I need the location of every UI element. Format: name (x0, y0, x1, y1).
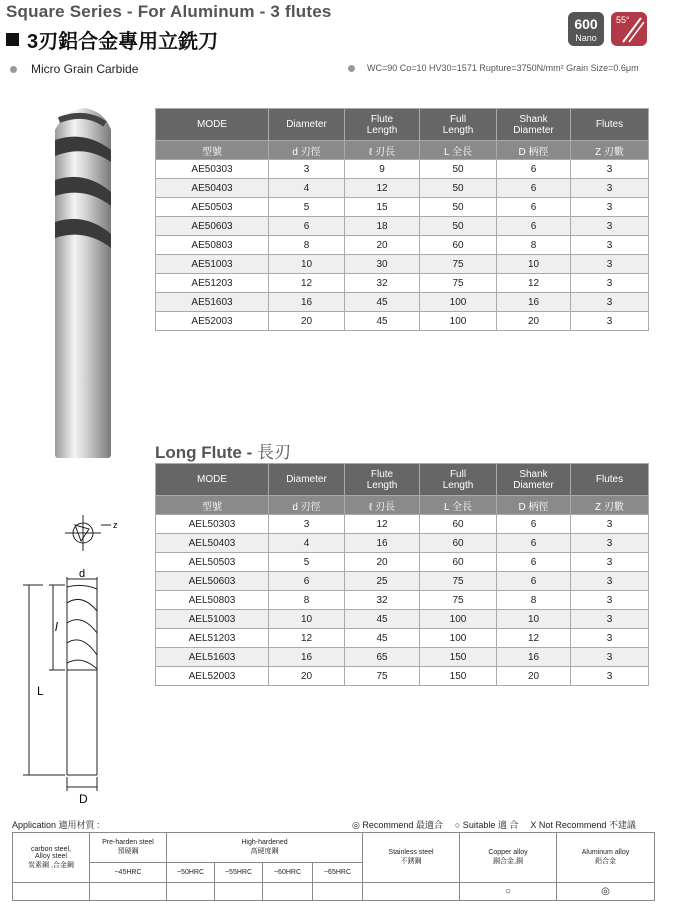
table-cell: 10 (269, 255, 345, 274)
table-row (156, 610, 649, 629)
table-cell: 60 (420, 236, 497, 255)
standard-spec-table (155, 108, 649, 331)
table-cell: 16 (269, 293, 345, 312)
table-cell: 65 (345, 648, 420, 667)
table-cell: AEL50603 (156, 572, 269, 591)
table-cell: AE50403 (156, 179, 269, 198)
table-cell: AE50503 (156, 198, 269, 217)
helix-angle-icon (611, 12, 647, 46)
table-cell: 6 (497, 534, 571, 553)
table-cell: 3 (571, 553, 649, 572)
table-cell: 3 (571, 160, 649, 179)
table-cell: AEL51003 (156, 610, 269, 629)
app-mark-carbon (13, 883, 90, 901)
table-cell: 10 (497, 610, 571, 629)
table-cell: 18 (345, 217, 420, 236)
table-cell: 3 (571, 648, 649, 667)
col-header-shank-diameter: Shank Diameter (497, 109, 571, 141)
table-row (156, 274, 649, 293)
table-cell: 16 (497, 648, 571, 667)
table-cell: 6 (269, 217, 345, 236)
table-cell: 75 (420, 572, 497, 591)
col-subheader-flutes: Z 刃數 (571, 496, 649, 515)
table-row (156, 217, 649, 236)
col-subheader-flutes: Z 刃數 (571, 141, 649, 160)
table-cell: 5 (269, 553, 345, 572)
col-header-mode: MODE (156, 109, 269, 141)
col-subheader-flute-length: ℓ 刃長 (345, 496, 420, 515)
dimension-drawing (15, 505, 145, 805)
table-cell: AEL50503 (156, 553, 269, 572)
table-cell: 16 (345, 534, 420, 553)
table-cell: 8 (269, 236, 345, 255)
col-header-full-length: Full Length (420, 109, 497, 141)
table-cell: 6 (497, 198, 571, 217)
table-cell: 3 (571, 236, 649, 255)
app-hrc-60: ~60HRC (263, 863, 313, 883)
table-cell: 6 (497, 179, 571, 198)
app-mark-copper: ○ (460, 883, 557, 901)
table-cell: 45 (345, 293, 420, 312)
table-cell: 45 (345, 610, 420, 629)
table-cell: AE50803 (156, 236, 269, 255)
col-subheader-shank-diameter: D 柄徑 (497, 496, 571, 515)
table-row (156, 179, 649, 198)
square-bullet-icon (6, 33, 19, 46)
table-cell: 12 (269, 274, 345, 293)
table-cell: 3 (571, 591, 649, 610)
table-cell: 75 (420, 591, 497, 610)
table-cell: 5 (269, 198, 345, 217)
table-cell: 32 (345, 591, 420, 610)
table-row (156, 591, 649, 610)
app-hrc-45: ~45HRC (90, 863, 167, 883)
bullet-icon (348, 65, 355, 72)
legend-recommend: ◎ Recommend 最適合 (352, 820, 443, 830)
table-cell: 12 (497, 629, 571, 648)
table-cell: 25 (345, 572, 420, 591)
table-cell: 8 (269, 591, 345, 610)
table-cell: 75 (345, 667, 420, 686)
table-cell: 20 (345, 236, 420, 255)
helix-angle-value: 55° (616, 15, 630, 25)
col-subheader-diameter: d 刃徑 (269, 141, 345, 160)
hardness-badge (568, 12, 604, 46)
end-mill-image (45, 100, 125, 460)
table-cell: 50 (420, 179, 497, 198)
table-cell: 3 (571, 179, 649, 198)
table-cell: 3 (571, 217, 649, 236)
col-subheader-full-length: L 全長 (420, 141, 497, 160)
app-mark-stainless (363, 883, 460, 901)
table-cell: 12 (497, 274, 571, 293)
table-cell: 150 (420, 667, 497, 686)
table-row (156, 553, 649, 572)
app-col-copper: Copper alloy 銅合金,銅 (460, 833, 557, 883)
app-col-stainless: Stainless steel 不銹鋼 (363, 833, 460, 883)
table-cell: 3 (571, 534, 649, 553)
table-row (156, 648, 649, 667)
table-cell: 16 (269, 648, 345, 667)
table-cell: 8 (497, 236, 571, 255)
table-cell: 60 (420, 515, 497, 534)
app-mark-50 (167, 883, 215, 901)
table-cell: 60 (420, 553, 497, 572)
table-cell: 4 (269, 179, 345, 198)
table-cell: 150 (420, 648, 497, 667)
spec-text: WC=90 Co=10 HV30=1571 Rupture=3750N/mm² Grain Size=0.6μm (367, 63, 639, 73)
table-cell: AE51203 (156, 274, 269, 293)
series-title: Square Series - For Aluminum - 3 flutes (6, 2, 332, 21)
material-text: Micro Grain Carbide (31, 62, 139, 76)
table-cell: AEL50403 (156, 534, 269, 553)
table-cell: 3 (269, 515, 345, 534)
col-header-flutes: Flutes (571, 464, 649, 496)
col-header-flute-length: Flute Length (345, 109, 420, 141)
table-header-row (156, 464, 649, 496)
app-mark-55 (215, 883, 263, 901)
dim-label-D: D (79, 792, 88, 805)
coating-label: Nano (575, 33, 597, 43)
table-cell: 75 (420, 255, 497, 274)
table-row (156, 515, 649, 534)
table-row (156, 293, 649, 312)
table-cell: 16 (497, 293, 571, 312)
table-cell: 10 (497, 255, 571, 274)
table-cell: 3 (571, 198, 649, 217)
col-header-diameter: Diameter (269, 109, 345, 141)
table-cell: 12 (345, 179, 420, 198)
app-mark-60 (263, 883, 313, 901)
page-title (6, 25, 218, 54)
table-header-row (156, 109, 649, 141)
col-header-full-length: Full Length (420, 464, 497, 496)
table-cell: 50 (420, 198, 497, 217)
table-row (156, 160, 649, 179)
col-header-diameter: Diameter (269, 464, 345, 496)
col-header-flutes: Flutes (571, 109, 649, 141)
table-cell: 20 (269, 312, 345, 331)
table-row (156, 629, 649, 648)
table-cell: 3 (571, 255, 649, 274)
table-cell: 4 (269, 534, 345, 553)
app-mark-prehard (90, 883, 167, 901)
table-cell: 3 (571, 274, 649, 293)
spec-row (348, 63, 639, 73)
table-cell: 32 (345, 274, 420, 293)
table-cell: 3 (571, 572, 649, 591)
col-subheader-mode: 型號 (156, 496, 269, 515)
table-cell: 9 (345, 160, 420, 179)
table-row (156, 572, 649, 591)
table-row (156, 236, 649, 255)
table-row (156, 312, 649, 331)
table-cell: 10 (269, 610, 345, 629)
table-cell: 8 (497, 591, 571, 610)
table-cell: 6 (269, 572, 345, 591)
application-legend (352, 818, 636, 831)
table-cell: 100 (420, 293, 497, 312)
application-label: Application 適用材質 : (12, 820, 100, 830)
table-cell: 6 (497, 515, 571, 534)
app-mark-aluminum: ◎ (557, 883, 655, 901)
table-cell: 45 (345, 312, 420, 331)
table-cell: 20 (497, 667, 571, 686)
col-subheader-flute-length: ℓ 刃長 (345, 141, 420, 160)
app-col-carbon: carbon steel, Alloy steel 炭素鋼 ,合金鋼 (13, 833, 90, 883)
table-cell: 50 (420, 217, 497, 236)
helix-angle-badge (611, 12, 647, 46)
table-cell: 6 (497, 160, 571, 179)
col-header-shank-diameter: Shank Diameter (497, 464, 571, 496)
bullet-icon (10, 66, 17, 73)
table-cell: 3 (571, 667, 649, 686)
table-cell: 30 (345, 255, 420, 274)
table-cell: 12 (269, 629, 345, 648)
col-subheader-full-length: L 全長 (420, 496, 497, 515)
dim-label-l: l (55, 620, 58, 634)
app-col-prehard: Pre-harden steel 預硬鋼 (90, 833, 167, 863)
app-mark-65 (313, 883, 363, 901)
table-cell: 100 (420, 312, 497, 331)
table-cell: 45 (345, 629, 420, 648)
table-cell: 60 (420, 534, 497, 553)
page-title-text: 3刃鋁合金專用立銑刀 (27, 31, 219, 53)
table-cell: AE50303 (156, 160, 269, 179)
table-cell: AE50603 (156, 217, 269, 236)
table-cell: 12 (345, 515, 420, 534)
hardness-value: 600 (574, 16, 598, 32)
table-cell: 6 (497, 553, 571, 572)
table-cell: 20 (269, 667, 345, 686)
dim-label-L: L (37, 684, 44, 698)
table-cell: 20 (345, 553, 420, 572)
table-cell: 3 (571, 629, 649, 648)
long-flute-title-jp: 長刃 (256, 443, 291, 462)
legend-not-recommend: X Not Recommend 不建議 (530, 820, 636, 830)
table-cell: 6 (497, 572, 571, 591)
table-cell: 3 (571, 515, 649, 534)
application-table (12, 832, 655, 901)
table-subheader-row (156, 496, 649, 515)
app-col-aluminum: Aluminum alloy 鋁合金 (557, 833, 655, 883)
table-cell: 100 (420, 610, 497, 629)
material-row (10, 62, 138, 76)
table-row (156, 534, 649, 553)
legend-suitable: ○ Suitable 適 合 (454, 820, 519, 830)
app-hrc-55: ~55HRC (215, 863, 263, 883)
table-cell: 3 (269, 160, 345, 179)
table-cell: 3 (571, 610, 649, 629)
col-subheader-diameter: d 刃徑 (269, 496, 345, 515)
col-header-flute-length: Flute Length (345, 464, 420, 496)
table-row (156, 667, 649, 686)
table-cell: AE52003 (156, 312, 269, 331)
table-cell: AEL50303 (156, 515, 269, 534)
app-hrc-50: ~50HRC (167, 863, 215, 883)
table-cell: 20 (497, 312, 571, 331)
app-hrc-65: ~65HRC (313, 863, 363, 883)
col-subheader-shank-diameter: D 柄徑 (497, 141, 571, 160)
table-cell: 100 (420, 629, 497, 648)
long-flute-spec-table (155, 463, 649, 686)
table-cell: AEL50803 (156, 591, 269, 610)
table-subheader-row (156, 141, 649, 160)
table-row (156, 255, 649, 274)
long-flute-title (155, 438, 291, 463)
table-cell: 3 (571, 293, 649, 312)
long-flute-title-en: Long Flute - (155, 443, 257, 462)
col-subheader-mode: 型號 (156, 141, 269, 160)
table-cell: AEL51203 (156, 629, 269, 648)
table-cell: AEL52003 (156, 667, 269, 686)
dim-label-z: z (113, 520, 118, 530)
table-row (156, 198, 649, 217)
app-col-highhard: High-hardened 高硬度鋼 (167, 833, 363, 863)
col-header-mode: MODE (156, 464, 269, 496)
table-cell: 6 (497, 217, 571, 236)
table-cell: 15 (345, 198, 420, 217)
dim-label-d: d (79, 568, 86, 580)
table-cell: 75 (420, 274, 497, 293)
table-cell: 50 (420, 160, 497, 179)
table-cell: 3 (571, 312, 649, 331)
table-cell: AE51603 (156, 293, 269, 312)
table-cell: AEL51603 (156, 648, 269, 667)
table-cell: AE51003 (156, 255, 269, 274)
